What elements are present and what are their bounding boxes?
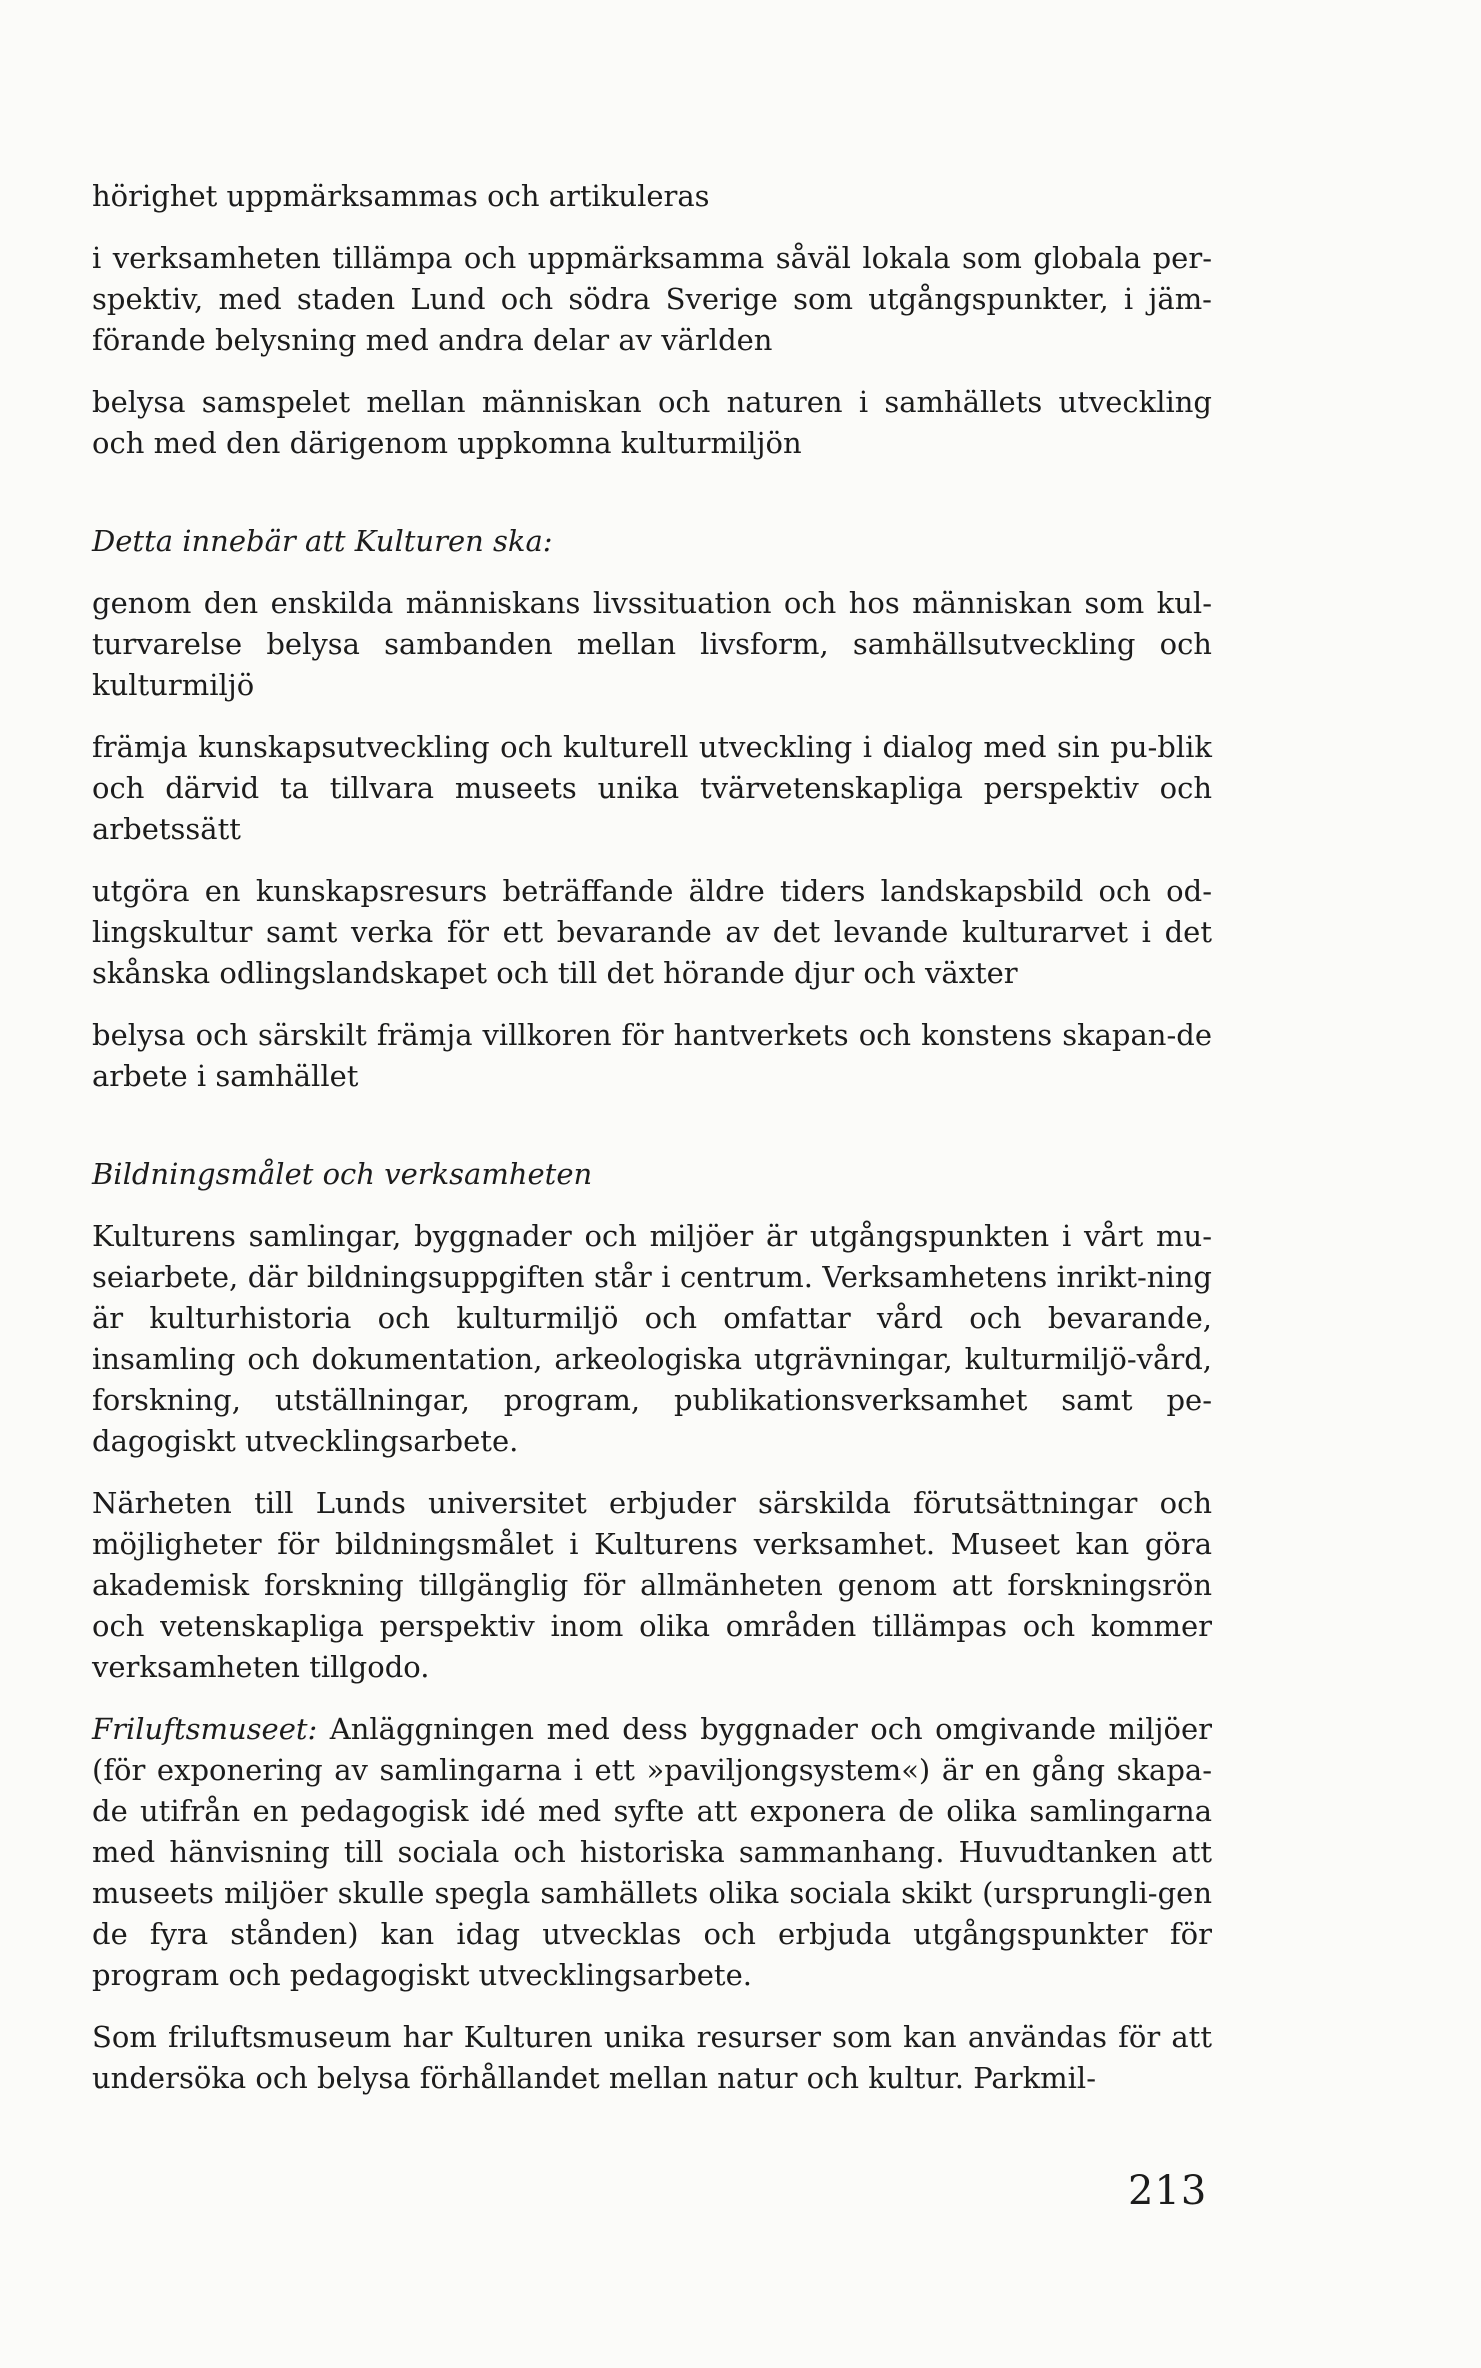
paragraph-lead: Friluftsmuseet:: [92, 1712, 318, 1746]
paragraph-body: Anläggningen med dess byggnader och omgivande miljöer (för exponering av samlingarna i ett »paviljongsystem«) är en gång skapa-de utifrån en pedagogisk idé med syfte att exponera de olika samlingarna med hänvisning till sociala och historiska sammanhang. Huvudtanken att museets miljöer skulle spegla samhällets olika sociala skikt (ursprungli-gen de fyra stånden) kan idag utvecklas och erbjuda utgångspunkter för program och pedagogiskt utvecklingsarbete.: [92, 1712, 1212, 1992]
list-item: i verksamheten tillämpa och uppmärksamma såväl lokala som globala per-spektiv, med staden Lund och södra Sverige som utgångspunkter, i jäm-förande belysning med andra delar av världen: [92, 241, 1212, 357]
list-item: belysa och särskilt främja villkoren för hantverkets och konstens skapan-de arbete i samhället: [92, 1018, 1212, 1093]
list-item: utgöra en kunskapsresurs beträffande äldre tiders landskapsbild och od-lingskultur samt verka för ett bevarande av det levande kulturarvet i det skånska odlingslandskapet och till det hörande djur och växter: [92, 874, 1212, 990]
section-heading: Detta innebär att Kulturen ska:: [92, 524, 553, 558]
page-number: 213: [1128, 2168, 1208, 2214]
list-item: genom den enskilda människans livssituation och hos människan som kul-turvarelse belysa sambanden mellan livsform, samhällsutveckling och kulturmiljö: [92, 586, 1212, 702]
list-item: främja kunskapsutveckling och kulturell utveckling i dialog med sin pu-blik och därvid ta tillvara museets unika tvärvetenskapliga perspektiv och arbetssätt: [92, 730, 1212, 846]
paragraph: hörighet uppmärksammas och artikuleras: [92, 179, 710, 213]
paragraph: [92, 1709, 1212, 1996]
paragraph: Närheten till Lunds universitet erbjuder särskilda förutsättningar och möjligheter för bildningsmålet i Kulturens verksamhet. Museet kan göra akademisk forskning tillgänglig för allmänheten genom att forskningsrön och vetenskapliga perspektiv inom olika områden tillämpas och kommer verksamheten tillgodo.: [92, 1486, 1212, 1684]
spacer: [92, 485, 1212, 521]
section-heading: Bildningsmålet och verksamheten: [92, 1157, 593, 1191]
paragraph: Som friluftsmuseum har Kulturen unika resurser som kan användas för att undersöka och belysa förhållandet mellan natur och kultur. Parkmil-: [92, 2020, 1212, 2095]
list-item: belysa samspelet mellan människan och naturen i samhällets utveckling och med den därigenom uppkomna kulturmiljön: [92, 385, 1212, 460]
spacer: [92, 1118, 1212, 1154]
body-text: [92, 176, 1212, 2120]
paragraph: Kulturens samlingar, byggnader och miljöer är utgångspunkten i vårt mu-seiarbete, där bildningsuppgiften står i centrum. Verksamhetens inrikt-ning är kulturhistoria och kulturmiljö och omfattar vård och bevarande, insamling och dokumentation, arkeologiska utgrävningar, kulturmiljö-vård, forskning, utställningar, program, publikationsverksamhet samt pe-dagogiskt utvecklingsarbete.: [92, 1219, 1212, 1458]
